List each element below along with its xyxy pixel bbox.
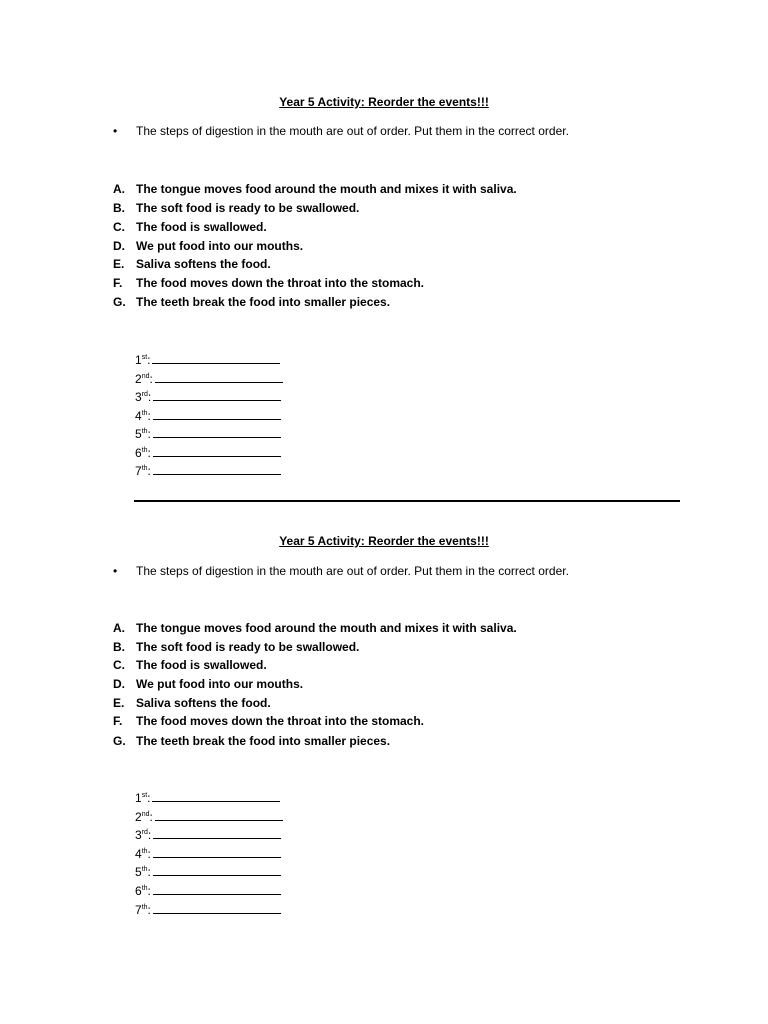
answer-line: 1st: xyxy=(135,790,280,808)
answer-line: 1st: xyxy=(135,352,280,370)
answer-blank[interactable] xyxy=(152,352,280,364)
answer-line: 5th: xyxy=(135,864,281,882)
answer-line: 7th: xyxy=(135,902,281,920)
answer-blank[interactable] xyxy=(153,864,281,876)
answer-line: 6th: xyxy=(135,445,281,463)
answer-blank[interactable] xyxy=(155,371,283,383)
answer-blank[interactable] xyxy=(153,445,281,457)
answer-line: 3rd: xyxy=(135,827,281,845)
answer-line: 5th: xyxy=(135,426,281,444)
answer-line: 4th: xyxy=(135,408,281,426)
answer-blank[interactable] xyxy=(153,902,281,914)
instruction-text: The steps of digestion in the mouth are out of order. Put them in the correct order. xyxy=(136,564,569,578)
worksheet-title: Year 5 Activity: Reorder the events!!! xyxy=(279,95,489,109)
answer-line: 2nd: xyxy=(135,371,283,389)
worksheet-title: Year 5 Activity: Reorder the events!!! xyxy=(279,534,489,548)
section-divider xyxy=(134,500,680,502)
answer-blank[interactable] xyxy=(153,408,281,420)
answer-line: 3rd: xyxy=(135,389,281,407)
answer-blank[interactable] xyxy=(152,790,280,802)
answer-line: 4th: xyxy=(135,846,281,864)
answer-blank[interactable] xyxy=(153,846,281,858)
answer-line: 6th: xyxy=(135,883,281,901)
instruction-text: The steps of digestion in the mouth are out of order. Put them in the correct order. xyxy=(136,124,569,138)
answer-blank[interactable] xyxy=(155,809,283,821)
worksheet-page: Year 5 Activity: Reorder the events!!! • The steps of digestion in the mouth are out of order. Put them in the correct order. A. The tongue moves food around the mouth and mixes it with saliva. B. The soft food is ready to be swallowed. C. The food is swallowed. D. We put food into our mouths. E. Saliva softens the food. F. The food moves down the throat into the stomach. G. The teeth break the food into smaller pieces. 1st: 2nd: 3rd: 4th: 5th: 6th: 7th: Year 5 Activity: Reorder the events!!! • The steps of digestion in the mouth are out of order. Put them in the correct order. A. The tongue moves food around the mouth and mixes it with saliva. B. The soft food is ready to be swallowed. C. The food is swallowed. D. We put food into our mouths. E. Saliva softens the food. F. The food moves down the throat into the stomach. G. The teeth break the food into smaller pieces. 1st: 2nd: 3rd: 4th: 5th: 6th: 7th: xyxy=(0,0,768,1024)
answer-line: 2nd: xyxy=(135,809,283,827)
answer-blank[interactable] xyxy=(153,426,281,438)
bullet-icon: • xyxy=(113,124,118,138)
answer-blank[interactable] xyxy=(153,463,281,475)
answer-blank[interactable] xyxy=(153,389,281,401)
answer-blank[interactable] xyxy=(153,827,281,839)
bullet-icon: • xyxy=(113,564,118,578)
answer-blank[interactable] xyxy=(153,883,281,895)
answer-line: 7th: xyxy=(135,463,281,481)
